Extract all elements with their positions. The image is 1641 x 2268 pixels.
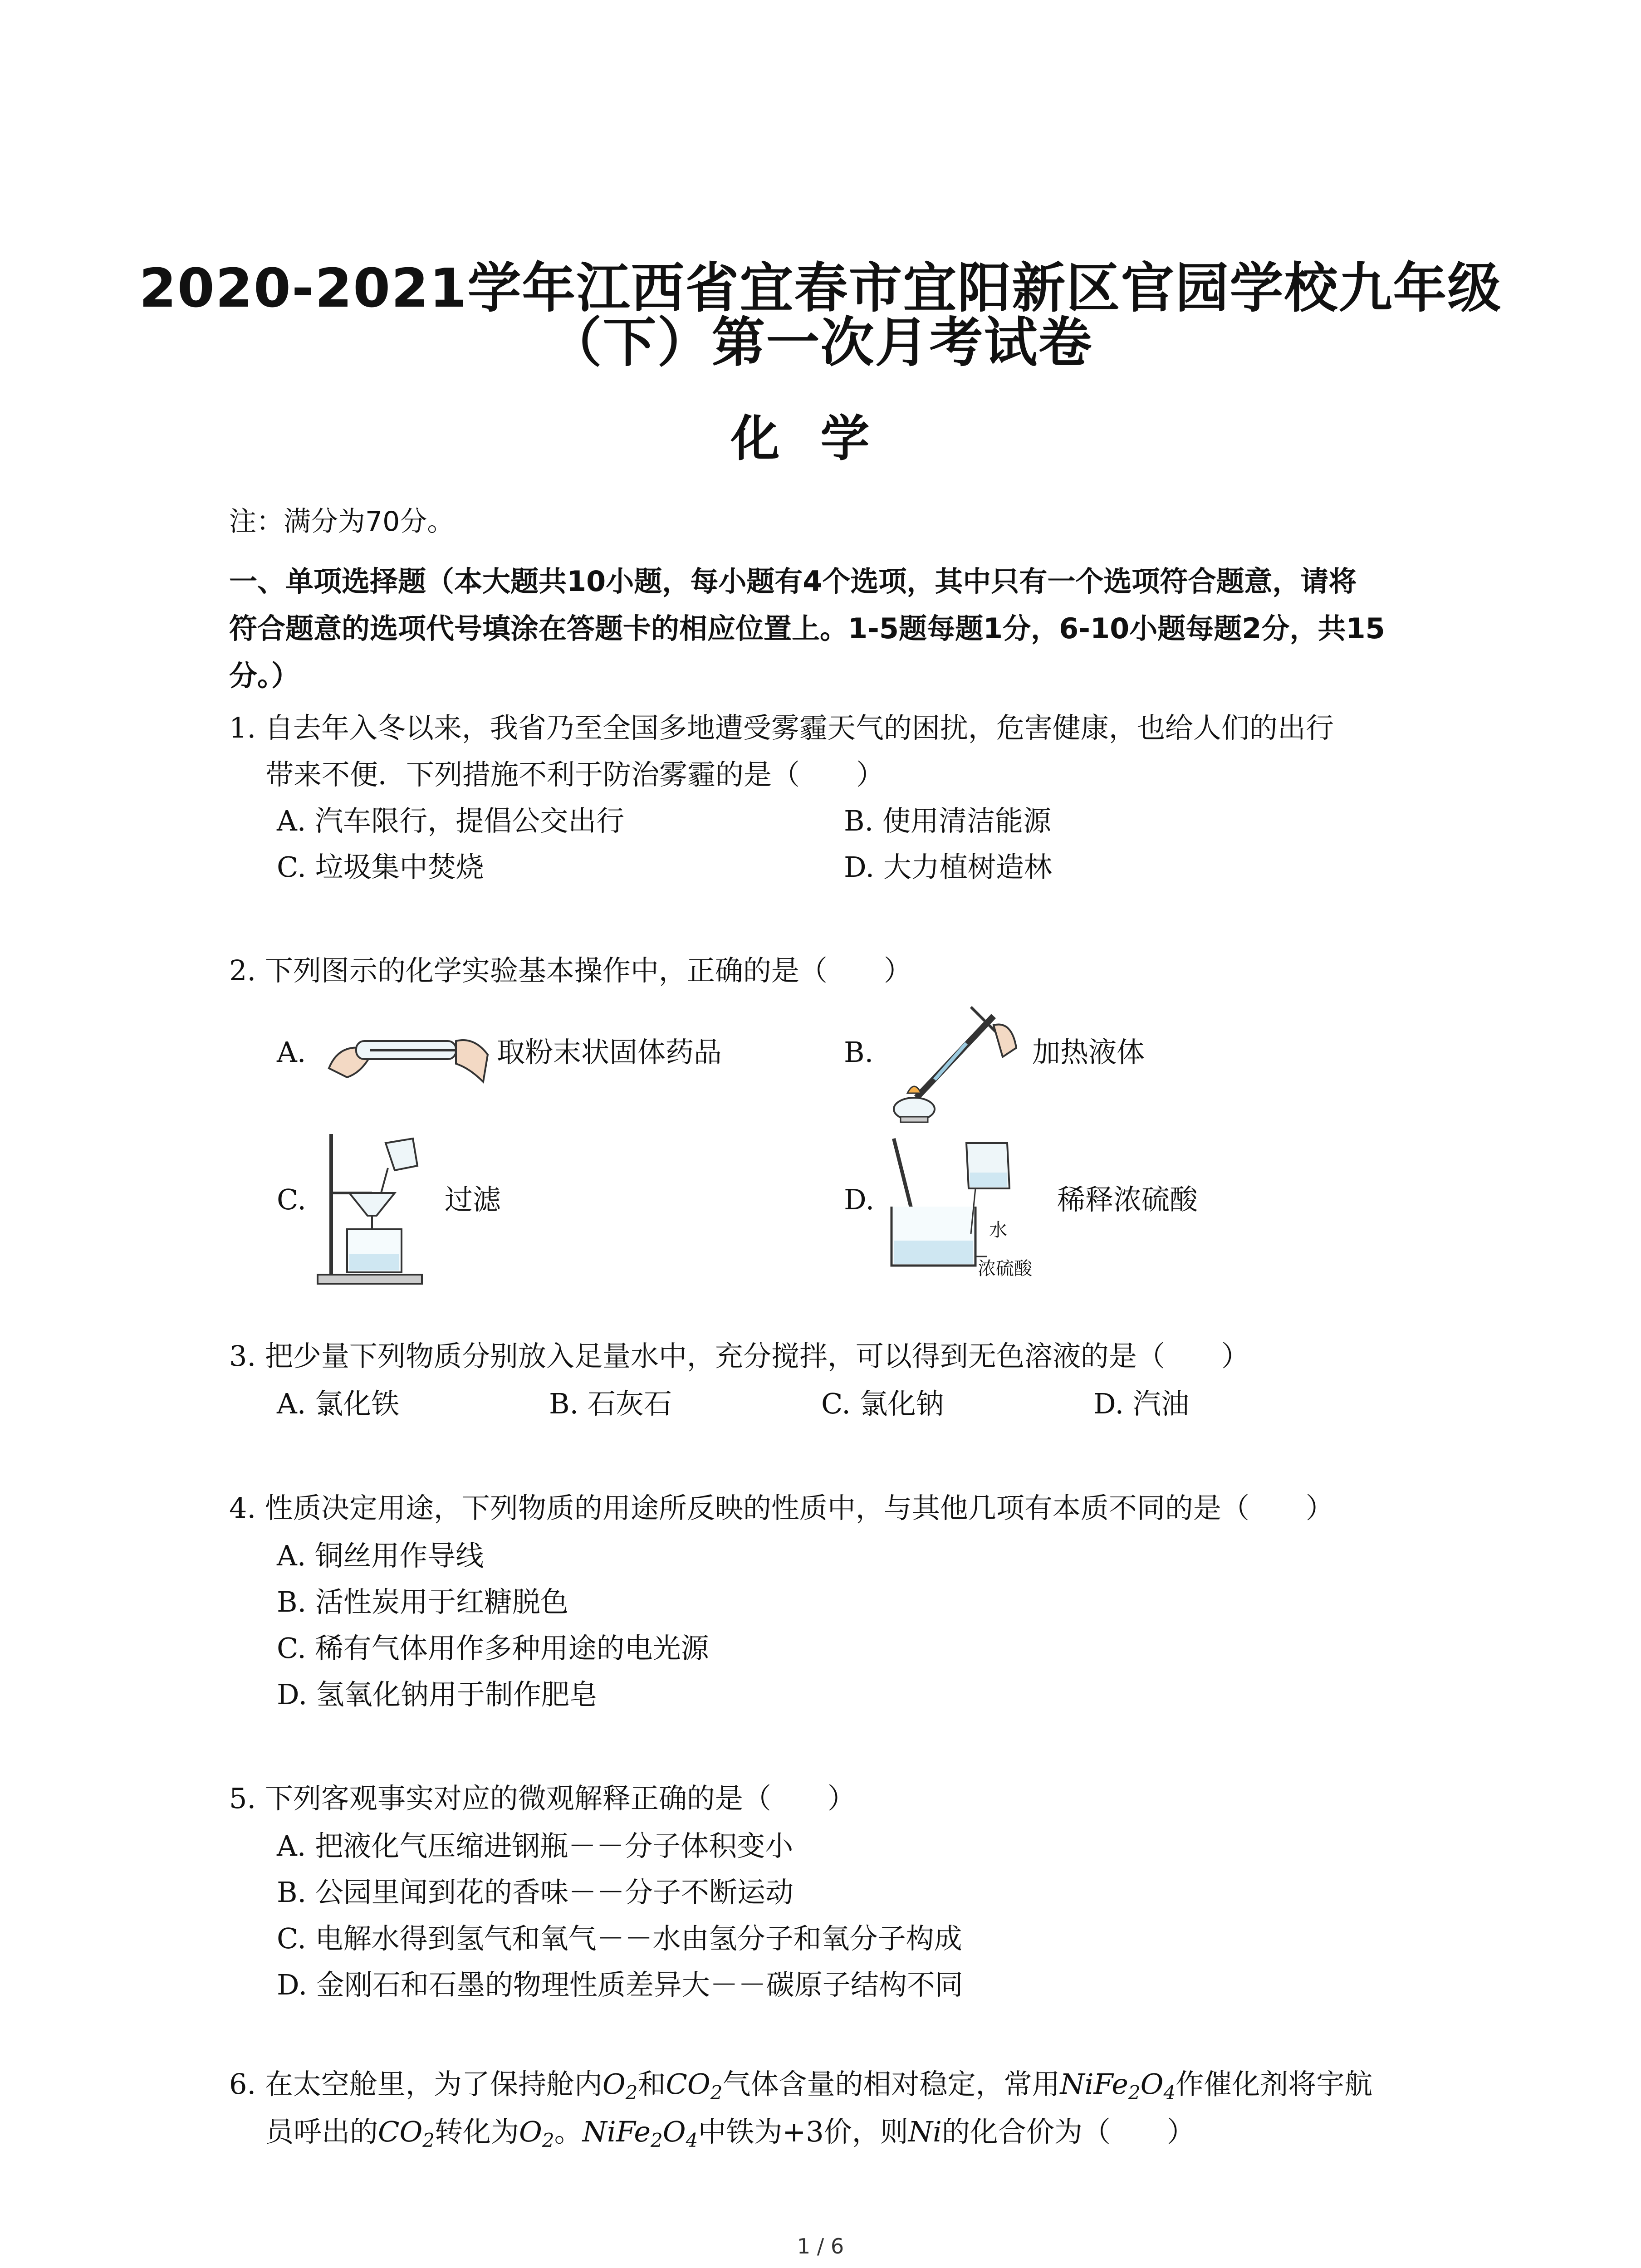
section-heading xyxy=(229,558,1454,699)
q6-catalyst: NiFe xyxy=(1060,2068,1128,2101)
question-6-stem-line1 xyxy=(229,2066,1372,2111)
q6-catalyst-sub1: 2 xyxy=(651,2129,663,2151)
q6-text: 的化合价为（ ） xyxy=(941,2115,1195,2148)
question-3-option-c[interactable]: C. 氯化钠 xyxy=(821,1387,944,1420)
question-5-option-c[interactable]: C. 电解水得到氢气和氧气－－水由氢分子和氧分子构成 xyxy=(277,1922,962,1955)
q6-o2: O xyxy=(519,2115,542,2148)
q6-o2-sub: 2 xyxy=(625,2082,638,2104)
q6-catalyst-o: O xyxy=(662,2115,686,2148)
question-5-option-a[interactable]: A. 把液化气压缩进钢瓶－－分子体积变小 xyxy=(277,1829,794,1862)
question-4-option-d[interactable]: D. 氢氧化钠用于制作肥皂 xyxy=(277,1678,598,1711)
question-1-stem-line1: 1. 自去年入冬以来，我省乃至全国多地遭受雾霾天气的困扰，危害健康，也给人们的出行 xyxy=(229,711,1334,744)
question-4-option-a[interactable]: A. 铜丝用作导线 xyxy=(277,1539,484,1572)
q6-co2: CO xyxy=(666,2068,710,2101)
question-2-option-a-label: 取粉末状固体药品 xyxy=(497,1036,722,1069)
q6-catalyst-sub1: 2 xyxy=(1128,2082,1141,2104)
question-3-option-b[interactable]: B. 石灰石 xyxy=(549,1387,672,1420)
section-heading-line3: 分。） xyxy=(229,659,300,692)
question-2-stem: 2. 下列图示的化学实验基本操作中，正确的是（ ） xyxy=(229,954,912,987)
question-2-option-c-label: 过滤 xyxy=(445,1183,501,1216)
question-5-stem: 5. 下列客观事实对应的微观解释正确的是（ ） xyxy=(229,1782,856,1815)
q6-text: 和 xyxy=(637,2068,666,2101)
question-1-stem-line2: 带来不便．下列措施不利于防治雾霾的是（ ） xyxy=(265,758,885,791)
question-2-option-c-letter[interactable]: C. xyxy=(277,1183,306,1216)
question-1-option-d[interactable]: D. 大力植树造林 xyxy=(844,850,1052,884)
q6-o2: O xyxy=(602,2068,626,2101)
question-5-option-b[interactable]: B. 公园里闻到花的香味－－分子不断运动 xyxy=(277,1876,794,1909)
q6-text: 员呼出的 xyxy=(265,2115,378,2148)
q6-co2-sub: 2 xyxy=(422,2129,435,2151)
exam-title-line2: （下）第一次月考试卷 xyxy=(548,311,1093,374)
heating-liquid-figure xyxy=(889,998,1025,1125)
question-1-option-c[interactable]: C. 垃圾集中焚烧 xyxy=(277,850,484,884)
question-3-stem: 3. 把少量下列物质分别放入足量水中，充分搅拌，可以得到无色溶液的是（ ） xyxy=(229,1339,1249,1373)
q6-ni: Ni xyxy=(908,2115,942,2148)
section-heading-line1: 一、单项选择题（本大题共10小题，每小题有4个选项，其中只有一个选项符合题意，请将 xyxy=(229,565,1357,598)
filtration-figure xyxy=(313,1125,431,1288)
q6-catalyst-sub2: 4 xyxy=(1163,2082,1176,2104)
question-5-option-d[interactable]: D. 金刚石和石墨的物理性质差异大－－碳原子结构不同 xyxy=(277,1968,963,2001)
question-3-option-a[interactable]: A. 氯化铁 xyxy=(277,1387,400,1420)
q6-co2-sub: 2 xyxy=(710,2082,723,2104)
q6-catalyst: NiFe xyxy=(582,2115,651,2148)
question-4-option-c[interactable]: C. 稀有气体用作多种用途的电光源 xyxy=(277,1632,709,1665)
q6-text: 。 xyxy=(554,2115,583,2148)
page-number: 1 / 6 xyxy=(797,2234,844,2258)
question-2-option-a-letter[interactable]: A. xyxy=(277,1036,306,1069)
question-2-option-d-label: 稀释浓硫酸 xyxy=(1057,1183,1198,1216)
subject-title: 化学 xyxy=(730,411,911,467)
q6-text: 作催化剂将宇航 xyxy=(1176,2068,1373,2101)
dilute-acid-figure xyxy=(885,1129,1048,1279)
question-2-option-d-letter[interactable]: D. xyxy=(844,1183,875,1216)
question-1-option-a[interactable]: A. 汽车限行，提倡公交出行 xyxy=(277,804,625,837)
q6-catalyst-sub2: 4 xyxy=(686,2129,698,2151)
question-1-option-b[interactable]: B. 使用清洁能源 xyxy=(844,804,1051,837)
question-4-option-b[interactable]: B. 活性炭用于红糖脱色 xyxy=(277,1585,568,1618)
q6-co2: CO xyxy=(378,2115,423,2148)
question-4-stem: 4. 性质决定用途，下列物质的用途所反映的性质中，与其他几项有本质不同的是（ ） xyxy=(229,1491,1334,1525)
score-note: 注：满分为70分。 xyxy=(229,506,455,538)
question-6-stem-line2 xyxy=(265,2114,1195,2159)
q6-text: 气体含量的相对稳定，常用 xyxy=(722,2068,1060,2101)
exam-title-line1: 2020-2021学年江西省宜春市宜阳新区官园学校九年级 xyxy=(139,257,1502,319)
section-heading-line2: 符合题意的选项代号填涂在答题卡的相应位置上。1-5题每题1分，6-10小题每题2分，共15 xyxy=(229,612,1385,645)
q6-text: 转化为 xyxy=(435,2115,519,2148)
q6-text: 6. 在太空舱里，为了保持舱内 xyxy=(229,2068,603,2101)
q6-o2-sub: 2 xyxy=(542,2129,554,2151)
acid-label: 浓硫酸 xyxy=(978,1258,1032,1279)
powder-reagent-figure xyxy=(320,1014,497,1095)
q6-catalyst-o: O xyxy=(1140,2068,1164,2101)
question-3-option-d[interactable]: D. 汽油 xyxy=(1093,1387,1189,1420)
question-2-option-b-label: 加热液体 xyxy=(1032,1036,1145,1069)
question-2-option-b-letter[interactable]: B. xyxy=(844,1036,874,1069)
water-label: 水 xyxy=(989,1220,1007,1241)
q6-text: 中铁为+3价，则 xyxy=(698,2115,908,2148)
